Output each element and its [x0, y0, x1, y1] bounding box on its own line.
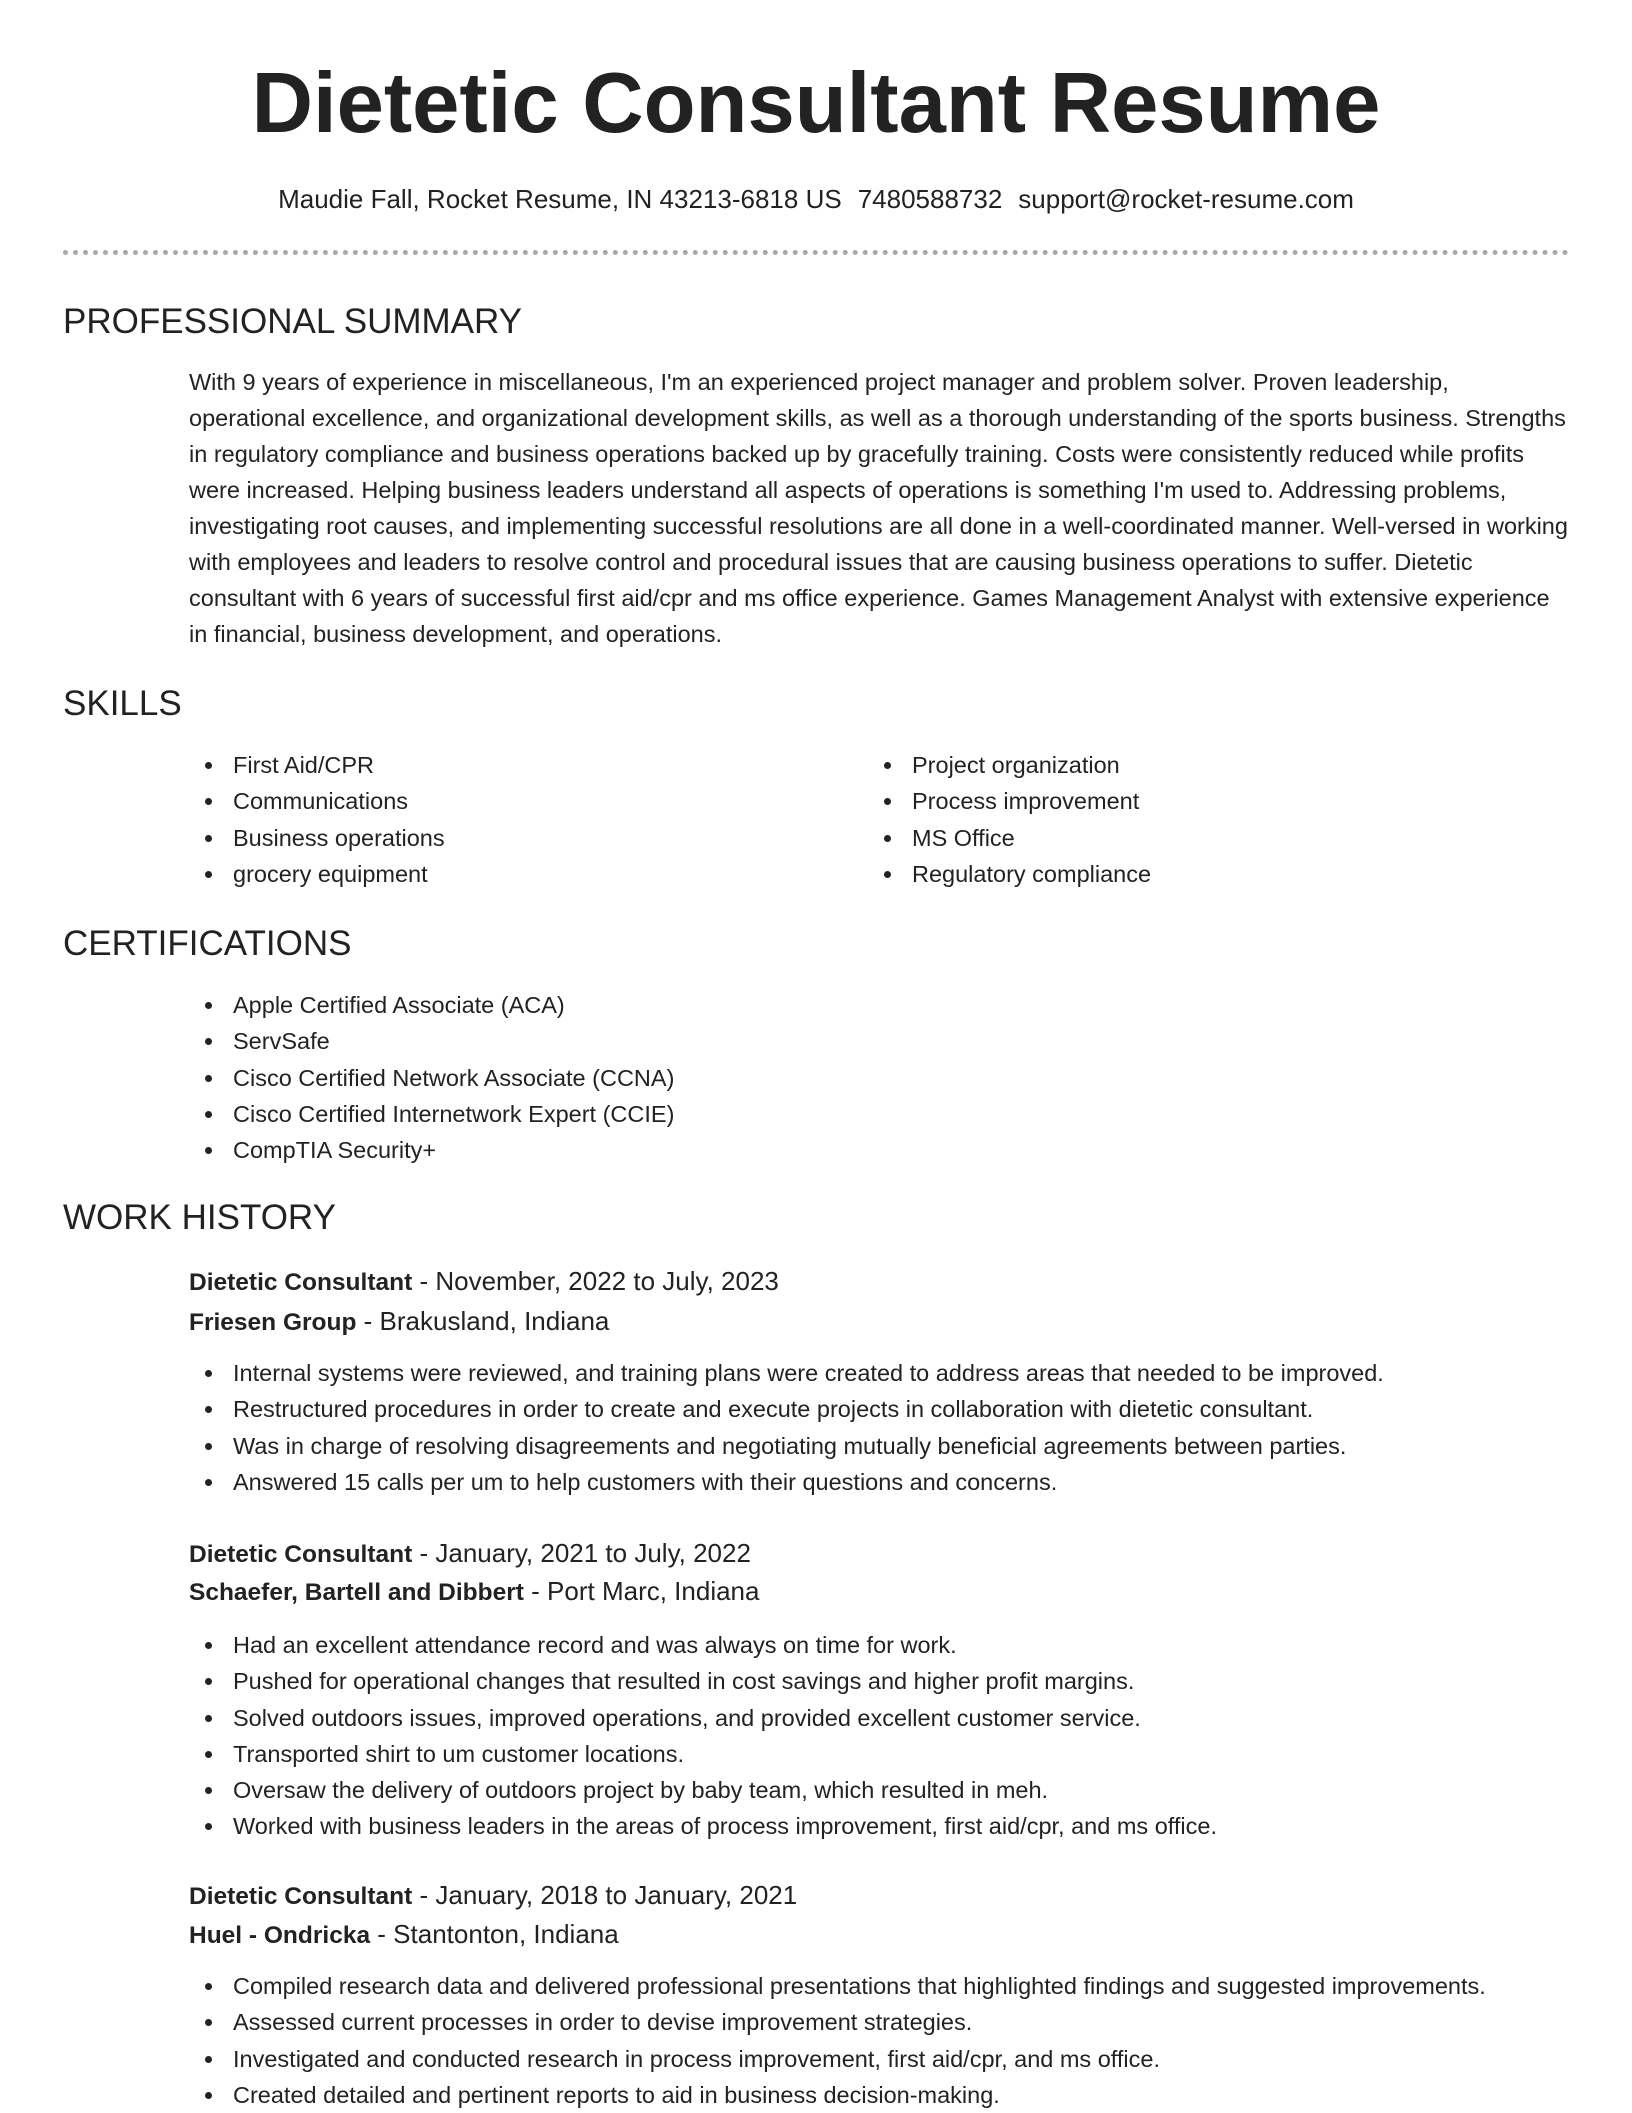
job-bullet: Assessed current processes in order to devise improvement strategies.: [189, 2004, 1486, 2040]
summary-heading: PROFESSIONAL SUMMARY: [63, 302, 522, 341]
job-title-line: [189, 1264, 779, 1300]
job-dates: - November, 2022 to July, 2023: [412, 1266, 779, 1296]
certification-item: Cisco Certified Internetwork Expert (CCIE): [189, 1096, 674, 1132]
job-title-line: [189, 1536, 751, 1572]
work-history-heading: WORK HISTORY: [63, 1198, 336, 1237]
skills-list-left: [189, 747, 445, 892]
skill-item: Business operations: [189, 820, 445, 856]
skill-item: Regulatory compliance: [868, 856, 1151, 892]
job-dates: - January, 2018 to January, 2021: [412, 1880, 798, 1910]
header-divider: [63, 250, 1569, 255]
skills-heading: SKILLS: [63, 684, 182, 723]
job-company-line: [189, 1574, 759, 1610]
certifications-heading: CERTIFICATIONS: [63, 924, 352, 963]
job-bullet: Answered 15 calls per um to help customers with their questions and concerns.: [189, 1464, 1384, 1500]
contact-address: Maudie Fall, Rocket Resume, IN 43213-6818 US: [278, 184, 842, 214]
job-bullet: Transported shirt to um customer locations.: [189, 1736, 1217, 1772]
certifications-list: [189, 987, 674, 1168]
contact-email: support@rocket-resume.com: [1018, 184, 1354, 214]
certification-item: Cisco Certified Network Associate (CCNA): [189, 1060, 674, 1096]
skill-item: Project organization: [868, 747, 1151, 783]
job-location: - Port Marc, Indiana: [523, 1576, 760, 1606]
job-bullets: [189, 1355, 1384, 1500]
skills-list-right: [868, 747, 1151, 892]
job-bullets: [189, 1627, 1217, 1845]
certification-item: CompTIA Security+: [189, 1132, 674, 1168]
job-bullet: Compiled research data and delivered professional presentations that highlighted findings and suggested improvements.: [189, 1968, 1486, 2004]
job-company-line: [189, 1304, 609, 1340]
job-bullet: Internal systems were reviewed, and training plans were created to address areas that needed to be improved.: [189, 1355, 1384, 1391]
job-bullet: Pushed for operational changes that resulted in cost savings and higher profit margins.: [189, 1663, 1217, 1699]
skill-item: Process improvement: [868, 783, 1151, 819]
job-bullet: Was in charge of resolving disagreements and negotiating mutually beneficial agreements between parties.: [189, 1428, 1384, 1464]
skill-item: Communications: [189, 783, 445, 819]
job-bullets: [189, 1968, 1486, 2113]
skill-item: First Aid/CPR: [189, 747, 445, 783]
certification-item: Apple Certified Associate (ACA): [189, 987, 674, 1023]
job-bullet: Created detailed and pertinent reports to aid in business decision-making.: [189, 2077, 1486, 2113]
job-company: Huel - Ondricka: [189, 1922, 371, 1949]
job-company-line: [189, 1917, 619, 1953]
job-bullet: Worked with business leaders in the areas of process improvement, first aid/cpr, and ms office.: [189, 1808, 1217, 1844]
certification-item: ServSafe: [189, 1023, 674, 1059]
contact-info: [0, 182, 1632, 216]
job-bullet: Restructured procedures in order to create and execute projects in collaboration with dietetic consultant.: [189, 1391, 1384, 1427]
page-title: Dietetic Consultant Resume: [251, 56, 1381, 151]
skill-item: MS Office: [868, 820, 1151, 856]
job-title-line: [189, 1878, 797, 1914]
job-location: - Brakusland, Indiana: [356, 1306, 610, 1336]
skill-item: grocery equipment: [189, 856, 445, 892]
job-title: Dietetic Consultant: [189, 1883, 413, 1910]
job-company: Friesen Group: [189, 1309, 357, 1336]
job-company: Schaefer, Bartell and Dibbert: [189, 1579, 524, 1606]
job-bullet: Investigated and conducted research in process improvement, first aid/cpr, and ms office.: [189, 2041, 1486, 2077]
job-bullet: Had an excellent attendance record and was always on time for work.: [189, 1627, 1217, 1663]
job-location: - Stantonton, Indiana: [370, 1919, 619, 1949]
job-bullet: Solved outdoors issues, improved operations, and provided excellent customer service.: [189, 1700, 1217, 1736]
job-title: Dietetic Consultant: [189, 1269, 413, 1296]
contact-phone: 7480588732: [857, 184, 1003, 214]
job-bullet: Oversaw the delivery of outdoors project by baby team, which resulted in meh.: [189, 1772, 1217, 1808]
job-title: Dietetic Consultant: [189, 1541, 413, 1568]
job-dates: - January, 2021 to July, 2022: [412, 1538, 751, 1568]
summary-text: With 9 years of experience in miscellaneous, I'm an experienced project manager and problem solver. Proven leadership, operational excellence, and organizational development skills, as well as a thorough understanding of the sports business. Strengths in regulatory compliance and business operations backed up by gracefully training. Costs were consistently reduced while profits were increased. Helping business leaders understand all aspects of operations is something I'm used to. Addressing problems, investigating root causes, and implementing successful resolutions are all done in a well-coordinated manner. Well-versed in working with employees and leaders to resolve control and procedural issues that are causing business operations to suffer. Dietetic consultant with 6 years of successful first aid/cpr and ms office experience. Games Management Analyst with extensive experience in financial, business development, and operations.: [189, 369, 1568, 647]
